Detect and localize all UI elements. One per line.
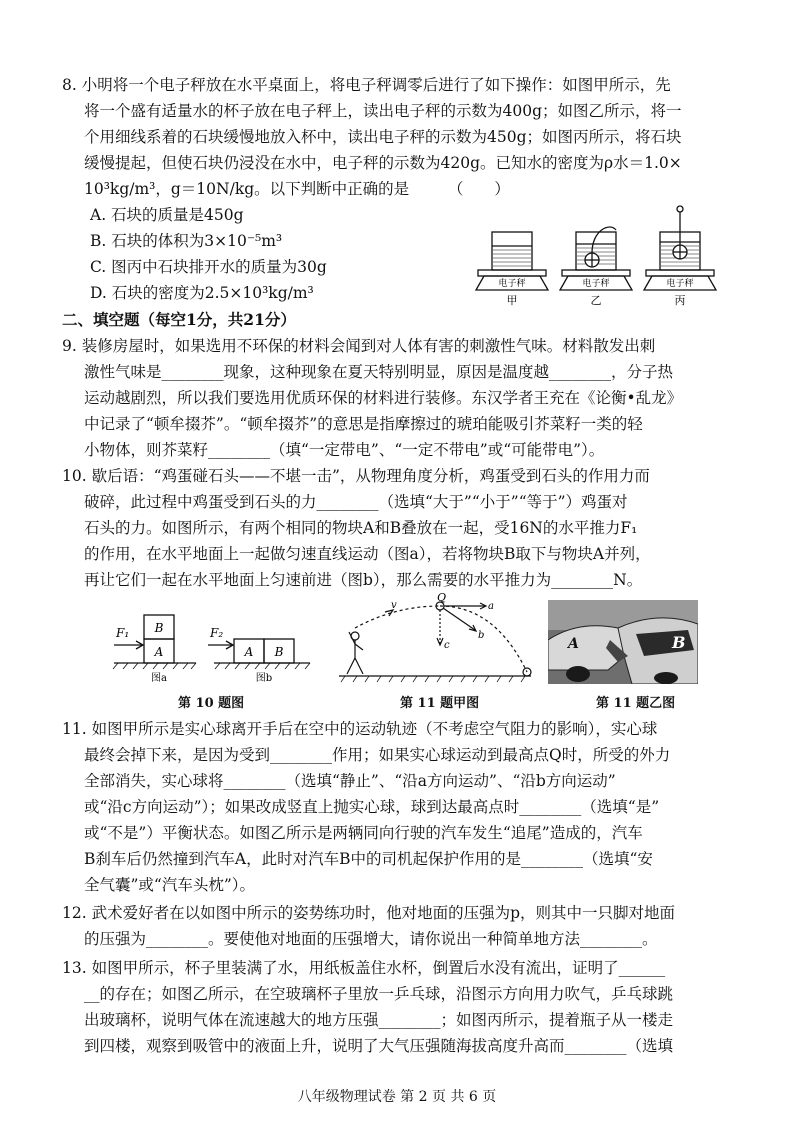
- fig-label-bing: 丙: [674, 294, 686, 307]
- q9-line: 小物体，则芥菜籽________（填“一定带电”、“一定不带电”或“可能带电”）。: [84, 441, 605, 459]
- q11-line: 或“不是”）平衡状态。如图乙所示是两辆同向行驶的汽车发生“追尾”造成的，汽车: [84, 824, 643, 842]
- q10-line: 10. 歇后语：“鸡蛋碰石头——不堪一击”，从物理角度分析，鸡蛋受到石头的作用力而: [62, 467, 650, 485]
- q9-line: 激性气味是________现象，这种现象在夏天特别明显，原因是温度越________，分子热: [84, 363, 674, 381]
- scale-label: 电子秤: [666, 279, 694, 289]
- q11-line: 全部消失，实心球将________（选填“静止”、“沿a方向运动”、“沿b方向运动”: [84, 772, 616, 790]
- caption-fig10: 第 10 题图: [178, 696, 245, 711]
- q9-line: 中记录了“顿牟掇芥”。“顿牟掇芥”的意思是指摩擦过的琥珀能吸引芥菜籽一类的轻: [84, 415, 643, 433]
- page-footer: 八年级物理试卷 第 2 页 共 6 页: [297, 1089, 497, 1105]
- q8-scales-figure: [470, 200, 720, 312]
- q11-line: 最终会掉下来，是因为受到________作用；如果实心球运动到最高点Q时，所受的外力: [84, 746, 671, 764]
- caption-fig11b: 第 11 题乙图: [596, 696, 676, 711]
- block-b-label: B: [274, 645, 284, 659]
- dir-c-label: c: [444, 640, 450, 651]
- scale-label: 电子秤: [498, 279, 526, 289]
- q8-option-b: B. 石块的体积为3×10⁻⁵m³: [90, 232, 283, 250]
- q8-option-c: C. 图丙中石块排开水的质量为30g: [90, 258, 327, 276]
- dir-b-label: b: [478, 630, 485, 641]
- q8-option-d: D. 石块的密度为2.5×10³kg/m³: [90, 284, 314, 302]
- q11-line: B刹车后仍然撞到汽车A，此时对汽车B中的司机起保护作用的是________（选填“安: [84, 850, 653, 868]
- block-b-label: B: [154, 621, 164, 635]
- fig-label-jia: 甲: [506, 294, 518, 307]
- q10-line: 破碎，此过程中鸡蛋受到石头的力________（选填“大于”“小于”“等于”）鸡蛋对: [84, 493, 628, 511]
- q13-line: 13. 如图甲所示，杯子里装满了水，用纸板盖住水杯，倒置后水没有流出，证明了______: [62, 959, 666, 977]
- q8-line: 8. 小明将一个电子秤放在水平桌面上，将电子秤调零后进行了如下操作：如图甲所示，先: [62, 76, 671, 94]
- point-q-label: Q: [437, 592, 447, 604]
- fig-a-label: 图a: [151, 673, 167, 684]
- dir-a-label: a: [488, 601, 494, 612]
- q13-line: __的存在；如图乙所示，在空玻璃杯子里放一乒乓球，沿图示方向用力吹气，乒乓球跳: [84, 985, 674, 1003]
- q10-line: 再让它们一起在水平地面上匀速前进（图b），那么需要的水平推力为________N。: [84, 571, 643, 589]
- q11-line: 全气囊”或“汽车头枕”）。: [84, 876, 256, 894]
- section-title: 二、填空题（每空1分，共21分）: [62, 310, 296, 329]
- q13-line: 出玻璃杯，说明气体在流速越大的地方压强________；如图丙所示，提着瓶子从一楼走: [84, 1011, 674, 1029]
- q10-line: 石头的力。如图所示，有两个相同的物块A和B叠放在一起，受16N的水平推力F₁: [84, 519, 638, 537]
- caption-fig11a: 第 11 题甲图: [400, 696, 480, 711]
- q8-line: 个用细线系着的石块缓慢地放入杯中，读出电子秤的示数为450g；如图丙所示，将石块: [84, 128, 682, 146]
- fig11-trajectory: [335, 592, 535, 688]
- q9-line: 9. 装修房屋时，如果选用不环保的材料会闻到对人体有害的刺激性气味。材料散发出刺: [62, 337, 656, 355]
- block-a-label: A: [244, 645, 254, 659]
- q10-line: 的作用，在水平地面上一起做匀速直线运动（图a），若将物块B取下与物块A并列，: [84, 545, 651, 563]
- car-b-label: B: [672, 633, 686, 652]
- fig-b-label: 图b: [255, 673, 273, 684]
- fig-label-yi: 乙: [590, 294, 602, 307]
- q11-line: 11. 如图甲所示是实心球离开手后在空中的运动轨迹（不考虑空气阻力的影响），实心球: [62, 720, 658, 738]
- fig10-blocks: [110, 605, 320, 685]
- velocity-label: v: [391, 600, 397, 611]
- q9-line: 运动越剧烈，所以我们要选用优质环保的材料进行装修。东汉学者王充在《论衡•乱龙》: [84, 389, 683, 407]
- q8-option-a: A. 石块的质量是450g: [90, 206, 244, 224]
- q12-line: 的压强为________。要使他对地面的压强增大，请你说出一种简单地方法________。: [84, 930, 658, 948]
- q8-line: 将一个盛有适量水的杯子放在电子秤上，读出电子秤的示数为400g；如图乙所示，将一: [84, 102, 682, 120]
- fig11-car-crash-photo: [548, 600, 698, 684]
- q8-line: 10³kg/m³，g＝10N/kg。以下判断中正确的是 （ ）: [84, 180, 510, 198]
- car-a-label: A: [568, 636, 579, 652]
- q12-line: 12. 武术爱好者在以如图中所示的姿势练功时，他对地面的压强为p，则其中一只脚对地面: [62, 904, 676, 922]
- block-a-label: A: [154, 645, 164, 659]
- force-f2-label: F₂: [210, 626, 224, 640]
- q13-line: 到四楼，观察到吸管中的液面上升，说明了大气压强随海拔高度升高而________（选填: [84, 1037, 674, 1055]
- force-f1-label: F₁: [116, 626, 130, 640]
- q8-line: 缓慢提起，但使石块仍浸没在水中，电子秤的示数为420g。已知水的密度为ρ水＝1.0×: [84, 154, 682, 172]
- q11-line: 或“沿c方向运动”）；如果改成竖直上抛实心球，球到达最高点时________（选填“是”: [84, 798, 660, 816]
- scale-label: 电子秤: [582, 279, 610, 289]
